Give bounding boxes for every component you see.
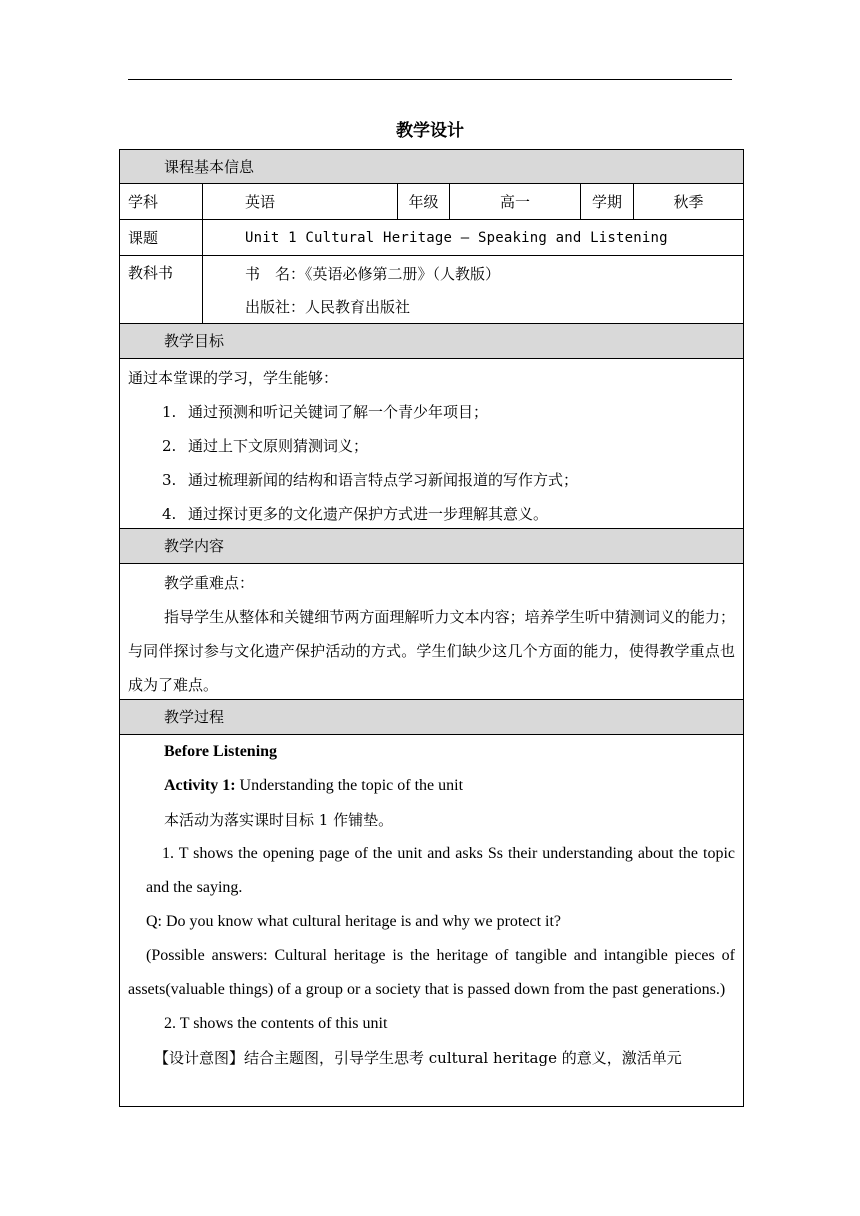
textbook-name: 书 名：《英语必修第二册》（人教版） (245, 264, 501, 283)
objectives-intro: 通过本堂课的学习，学生能够： (128, 369, 339, 387)
grade-label: 年级 (398, 184, 450, 219)
textbook-row (119, 256, 744, 324)
objective-item: 2. 通过上下文原则猜测词义； (162, 437, 369, 455)
content-body (119, 564, 744, 700)
section-header-objectives: 教学目标 (119, 324, 744, 359)
objective-item: 1. 通过预测和听记关键词了解一个青少年项目； (162, 403, 489, 421)
topic-value: Unit 1 Cultural Heritage — Speaking and Listening (245, 229, 668, 246)
subject-value: 英语 (203, 184, 398, 219)
design-intent: 【设计意图】结合主题图，引导学生思考 cultural heritage 的意义，激活单元 (154, 1049, 682, 1067)
topic-row (119, 220, 744, 256)
process-body (119, 735, 744, 1107)
objectives-body (119, 359, 744, 529)
content-heading: 教学重难点： (164, 574, 255, 592)
stage-title: Before Listening (164, 743, 278, 760)
grade-value: 高一 (450, 184, 581, 219)
section-header-process: 教学过程 (119, 700, 744, 735)
subject-label: 学科 (120, 184, 203, 219)
term-value: 秋季 (673, 193, 704, 211)
content-paragraph: 指导学生从整体和关键细节两方面理解听力文本内容；培养学生听中猜测词义的能力；与同伴探讨参与文化遗产保护活动的方式。学生们缺少这几个方面的能力，使得教学重点也成为了难点。 (128, 608, 735, 694)
textbook-value (203, 256, 743, 323)
activity-note: 本活动为落实课时目标 1 作铺垫。 (164, 811, 394, 829)
objective-item: 3. 通过梳理新闻的结构和语言特点学习新闻报道的写作方式； (162, 471, 579, 489)
header-rule (128, 79, 732, 80)
info-row (119, 184, 744, 220)
lesson-plan-table (119, 149, 744, 1107)
topic-label: 课题 (120, 220, 203, 255)
term-label: 学期 (581, 184, 634, 219)
objective-item: 4. 通过探讨更多的文化遗产保护方式进一步理解其意义。 (162, 505, 549, 523)
question: Q: Do you know what cultural heritage is and why we protect it? (146, 913, 561, 930)
step-2: 2. T shows the contents of this unit (164, 1015, 388, 1032)
section-header-content: 教学内容 (119, 529, 744, 564)
possible-answers: (Possible answers: Cultural heritage is the heritage of tangible and intangible pieces of assets(valuable things) of a group or a society that is passed down from the past generations.) (128, 947, 735, 998)
activity-title: Activity 1: Understanding the topic of the unit (164, 777, 464, 794)
section-header-basic-info: 课程基本信息 (119, 149, 744, 184)
step-1: 1. T shows the opening page of the unit and asks Ss their understanding about the topic and the saying. (146, 845, 735, 896)
document-title: 教学设计 (396, 121, 464, 141)
textbook-publisher: 出版社：人民教育出版社 (245, 297, 411, 316)
textbook-label: 教科书 (120, 256, 203, 323)
